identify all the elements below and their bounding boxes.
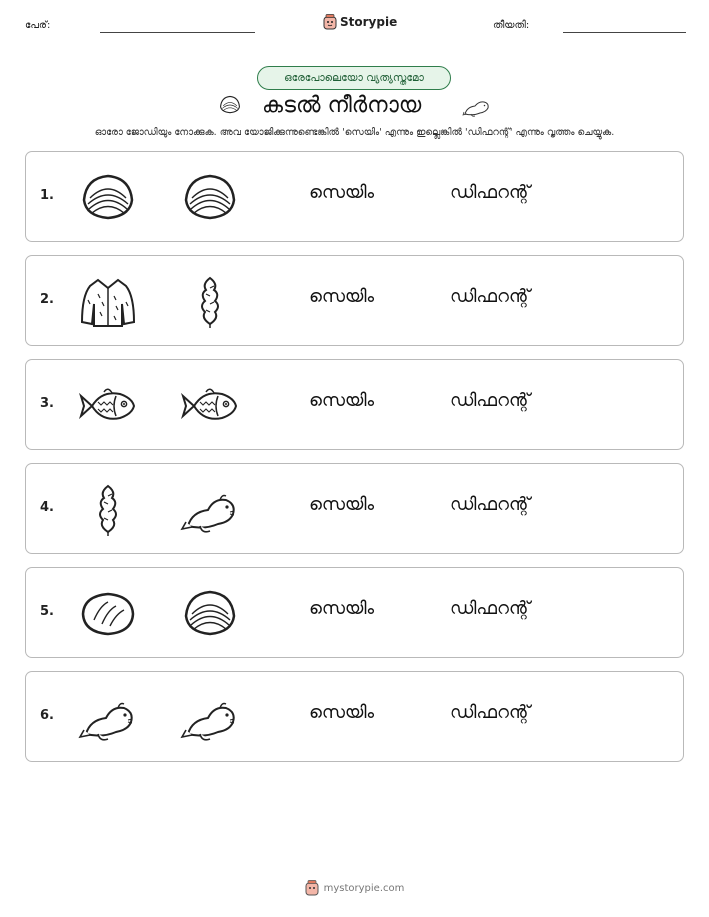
question-number: 4. [40, 500, 54, 515]
question-number: 3. [40, 396, 54, 411]
question-row [25, 151, 684, 242]
same-option[interactable]: സെയിം [309, 286, 375, 307]
seal-icon [180, 482, 240, 538]
clam-icon [78, 170, 138, 226]
brand-logo [323, 13, 397, 31]
different-option[interactable]: ഡിഫറന്റ് [450, 286, 531, 307]
seal-icon [180, 690, 240, 746]
question-number: 2. [40, 292, 54, 307]
different-option[interactable]: ഡിഫറന്റ് [450, 598, 531, 619]
fish-icon [180, 378, 240, 434]
same-option[interactable]: സെയിം [309, 702, 375, 723]
footer-url: mystorypie.com [323, 882, 405, 894]
date-line[interactable] [563, 32, 686, 33]
same-option[interactable]: സെയിം [309, 494, 375, 515]
different-option[interactable]: ഡിഫറന്റ് [450, 390, 531, 411]
date-label: തീയതി: [493, 20, 530, 31]
question-row [25, 359, 684, 450]
question-row [25, 463, 684, 554]
fish-icon [78, 378, 138, 434]
question-row [25, 671, 684, 762]
name-label: പേര്: [25, 20, 51, 31]
clam-icon [180, 586, 240, 642]
question-row [25, 255, 684, 346]
bread-icon [78, 586, 138, 642]
storypie-mascot-icon [323, 14, 337, 30]
same-option[interactable]: സെയിം [309, 390, 375, 411]
subtitle-badge: ഒരേപോലെയോ വ്യത്യസ്തമോ [257, 66, 451, 90]
question-number: 1. [40, 188, 54, 203]
brand-name: Storypie [340, 15, 398, 29]
question-row [25, 567, 684, 658]
same-option[interactable]: സെയിം [309, 182, 375, 203]
clam-icon [180, 170, 240, 226]
seal-icon [460, 92, 494, 124]
storypie-mascot-icon [305, 880, 319, 896]
same-option[interactable]: സെയിം [309, 598, 375, 619]
footer [0, 878, 709, 898]
seal-icon [78, 690, 138, 746]
different-option[interactable]: ഡിഫറന്റ് [450, 494, 531, 515]
fur-coat-icon [78, 274, 138, 330]
page-title: കടൽ നീർനായ [262, 93, 422, 118]
question-number: 5. [40, 604, 54, 619]
kelp-icon [78, 482, 138, 538]
different-option[interactable]: ഡിഫറന്റ് [450, 182, 531, 203]
kelp-icon [180, 274, 240, 330]
instructions: ഓരോ ജോഡിയും നോക്കുക. അവ യോജിക്കുന്നുണ്ടെങ്കിൽ 'സെയിം' എന്നും ഇല്ലെങ്കിൽ 'ഡിഫറന്റ്' എന്നും വൃത്തം ചെയ്യുക. [94, 127, 615, 138]
question-number: 6. [40, 708, 54, 723]
name-line[interactable] [100, 32, 255, 33]
different-option[interactable]: ഡിഫറന്റ് [450, 702, 531, 723]
clam-icon [216, 93, 244, 121]
